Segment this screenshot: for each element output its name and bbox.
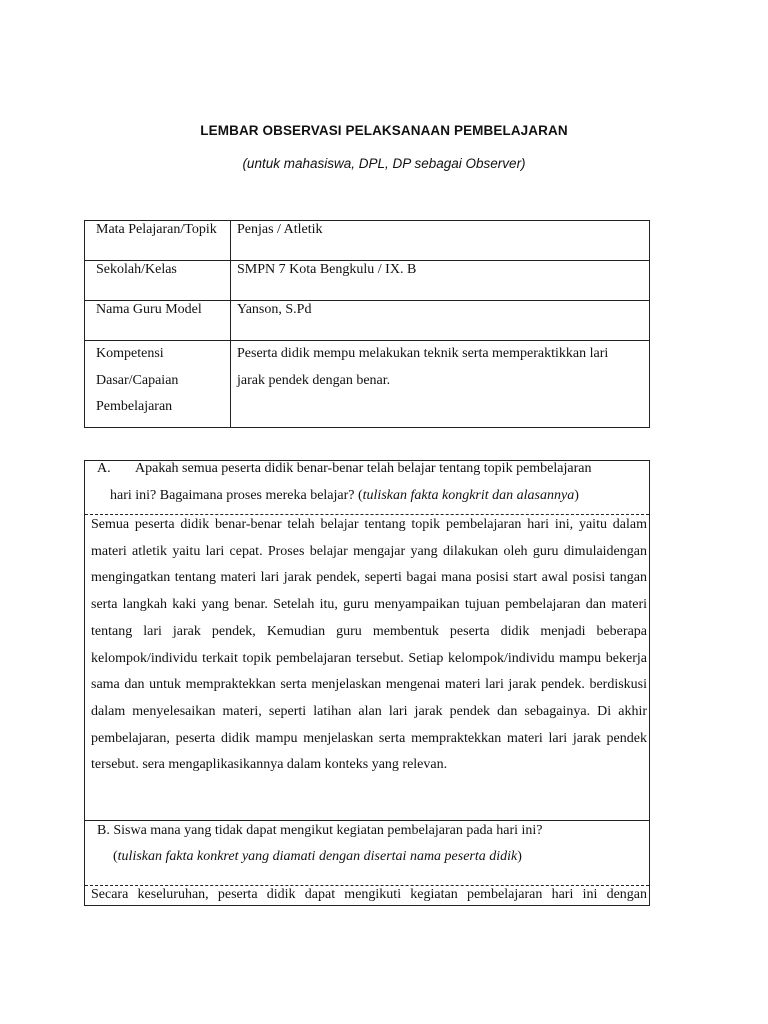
teacher-value: Yanson, S.Pd — [231, 301, 650, 341]
competency-value-line: jarak pendek dengan benar. — [237, 372, 391, 388]
section-a-question-line1 — [97, 461, 649, 477]
section-a-question-prefix: hari ini? Bagaimana proses mereka belajar? ( — [110, 488, 363, 503]
subject-value: Penjas / Atletik — [231, 221, 650, 261]
section-a-number: A. — [97, 461, 111, 476]
competency-label-line: Pembelajaran — [96, 399, 173, 414]
table-row — [85, 261, 650, 301]
competency-label-line: Dasar/Capaian — [96, 372, 179, 388]
section-a-question-text: Apakah semua peserta didik benar-benar telah belajar tentang topik pembelajaran — [135, 461, 592, 476]
section-b-question-line1: B. Siswa mana yang tidak dapat mengikut kegiatan pembelajaran pada hari ini? — [97, 823, 543, 838]
section-b-question-suffix: ) — [517, 849, 522, 864]
teacher-label: Nama Guru Model — [85, 301, 231, 341]
document-subtitle: (untuk mahasiswa, DPL, DP sebagai Observer) — [242, 156, 526, 171]
section-a-question-line2 — [110, 488, 649, 504]
section-a-question-suffix: ) — [574, 488, 579, 503]
school-class-value: SMPN 7 Kota Bengkulu / IX. B — [231, 261, 650, 301]
section-b-question-prefix: ( — [113, 849, 118, 864]
competency-label-line: Kompetensi — [96, 346, 164, 361]
table-row — [85, 341, 650, 428]
section-b-box — [84, 820, 650, 906]
section-b-question-instruction: tuliskan fakta konkret yang diamati dengan disertai nama peserta didik — [117, 849, 518, 864]
section-a-question-instruction: tuliskan fakta kongkrit dan alasannya — [362, 488, 575, 503]
section-a-answer: Semua peserta didik benar-benar telah belajar tentang topik pembelajaran hari ini, yaitu dalam materi atletik yaitu lari cepat. Proses belajar mengajar yang dilakukan oleh guru dimulaidengan mengingatkan tentang materi lari jarak pendek, seperti bagai mana posisi start awal posisi tangan serta langkah kaki yang benar. Setelah itu, guru menyampaikan tujuan pembelajaran dan materi tentang lari jarak pendek, Kemudian guru membentuk peserta didik menjadi beberapa kelompok/individu terkait topik pembelajaran tersebut. Setiap kelompok/individu mampu bekerja sama dan untuk mempraktekkan serta menjelaskan mengenai materi lari jarak pendek. berdiskusi dalam menyelesaikan materi, seperti latihan alan lari jarak pendek dan sebagainya. Di akhir pembelajaran, peserta didik mampu menjelaskan serta mempraktekkan materi lari jarak pendek tersebut. sera mengaplikasikannya dalam konteks yang relevan. — [91, 517, 647, 773]
table-row — [85, 301, 650, 341]
section-b-question-line2 — [113, 849, 649, 865]
competency-value-line: Peserta didik mempu melakukan teknik serta memperaktikkan lari — [237, 346, 609, 361]
competency-label — [85, 341, 231, 428]
document-title: LEMBAR OBSERVASI PELAKSANAAN PEMBELAJARAN — [200, 123, 568, 138]
section-b-answer: Secara keseluruhan, peserta didik dapat mengikuti kegiatan pembelajaran hari ini dengan — [91, 887, 647, 902]
school-class-label: Sekolah/Kelas — [85, 261, 231, 301]
table-row — [85, 221, 650, 261]
subject-label: Mata Pelajaran/Topik — [85, 221, 231, 261]
dashed-divider — [85, 885, 649, 886]
competency-value — [231, 341, 650, 428]
info-table — [84, 220, 650, 428]
section-a-box — [84, 460, 650, 821]
